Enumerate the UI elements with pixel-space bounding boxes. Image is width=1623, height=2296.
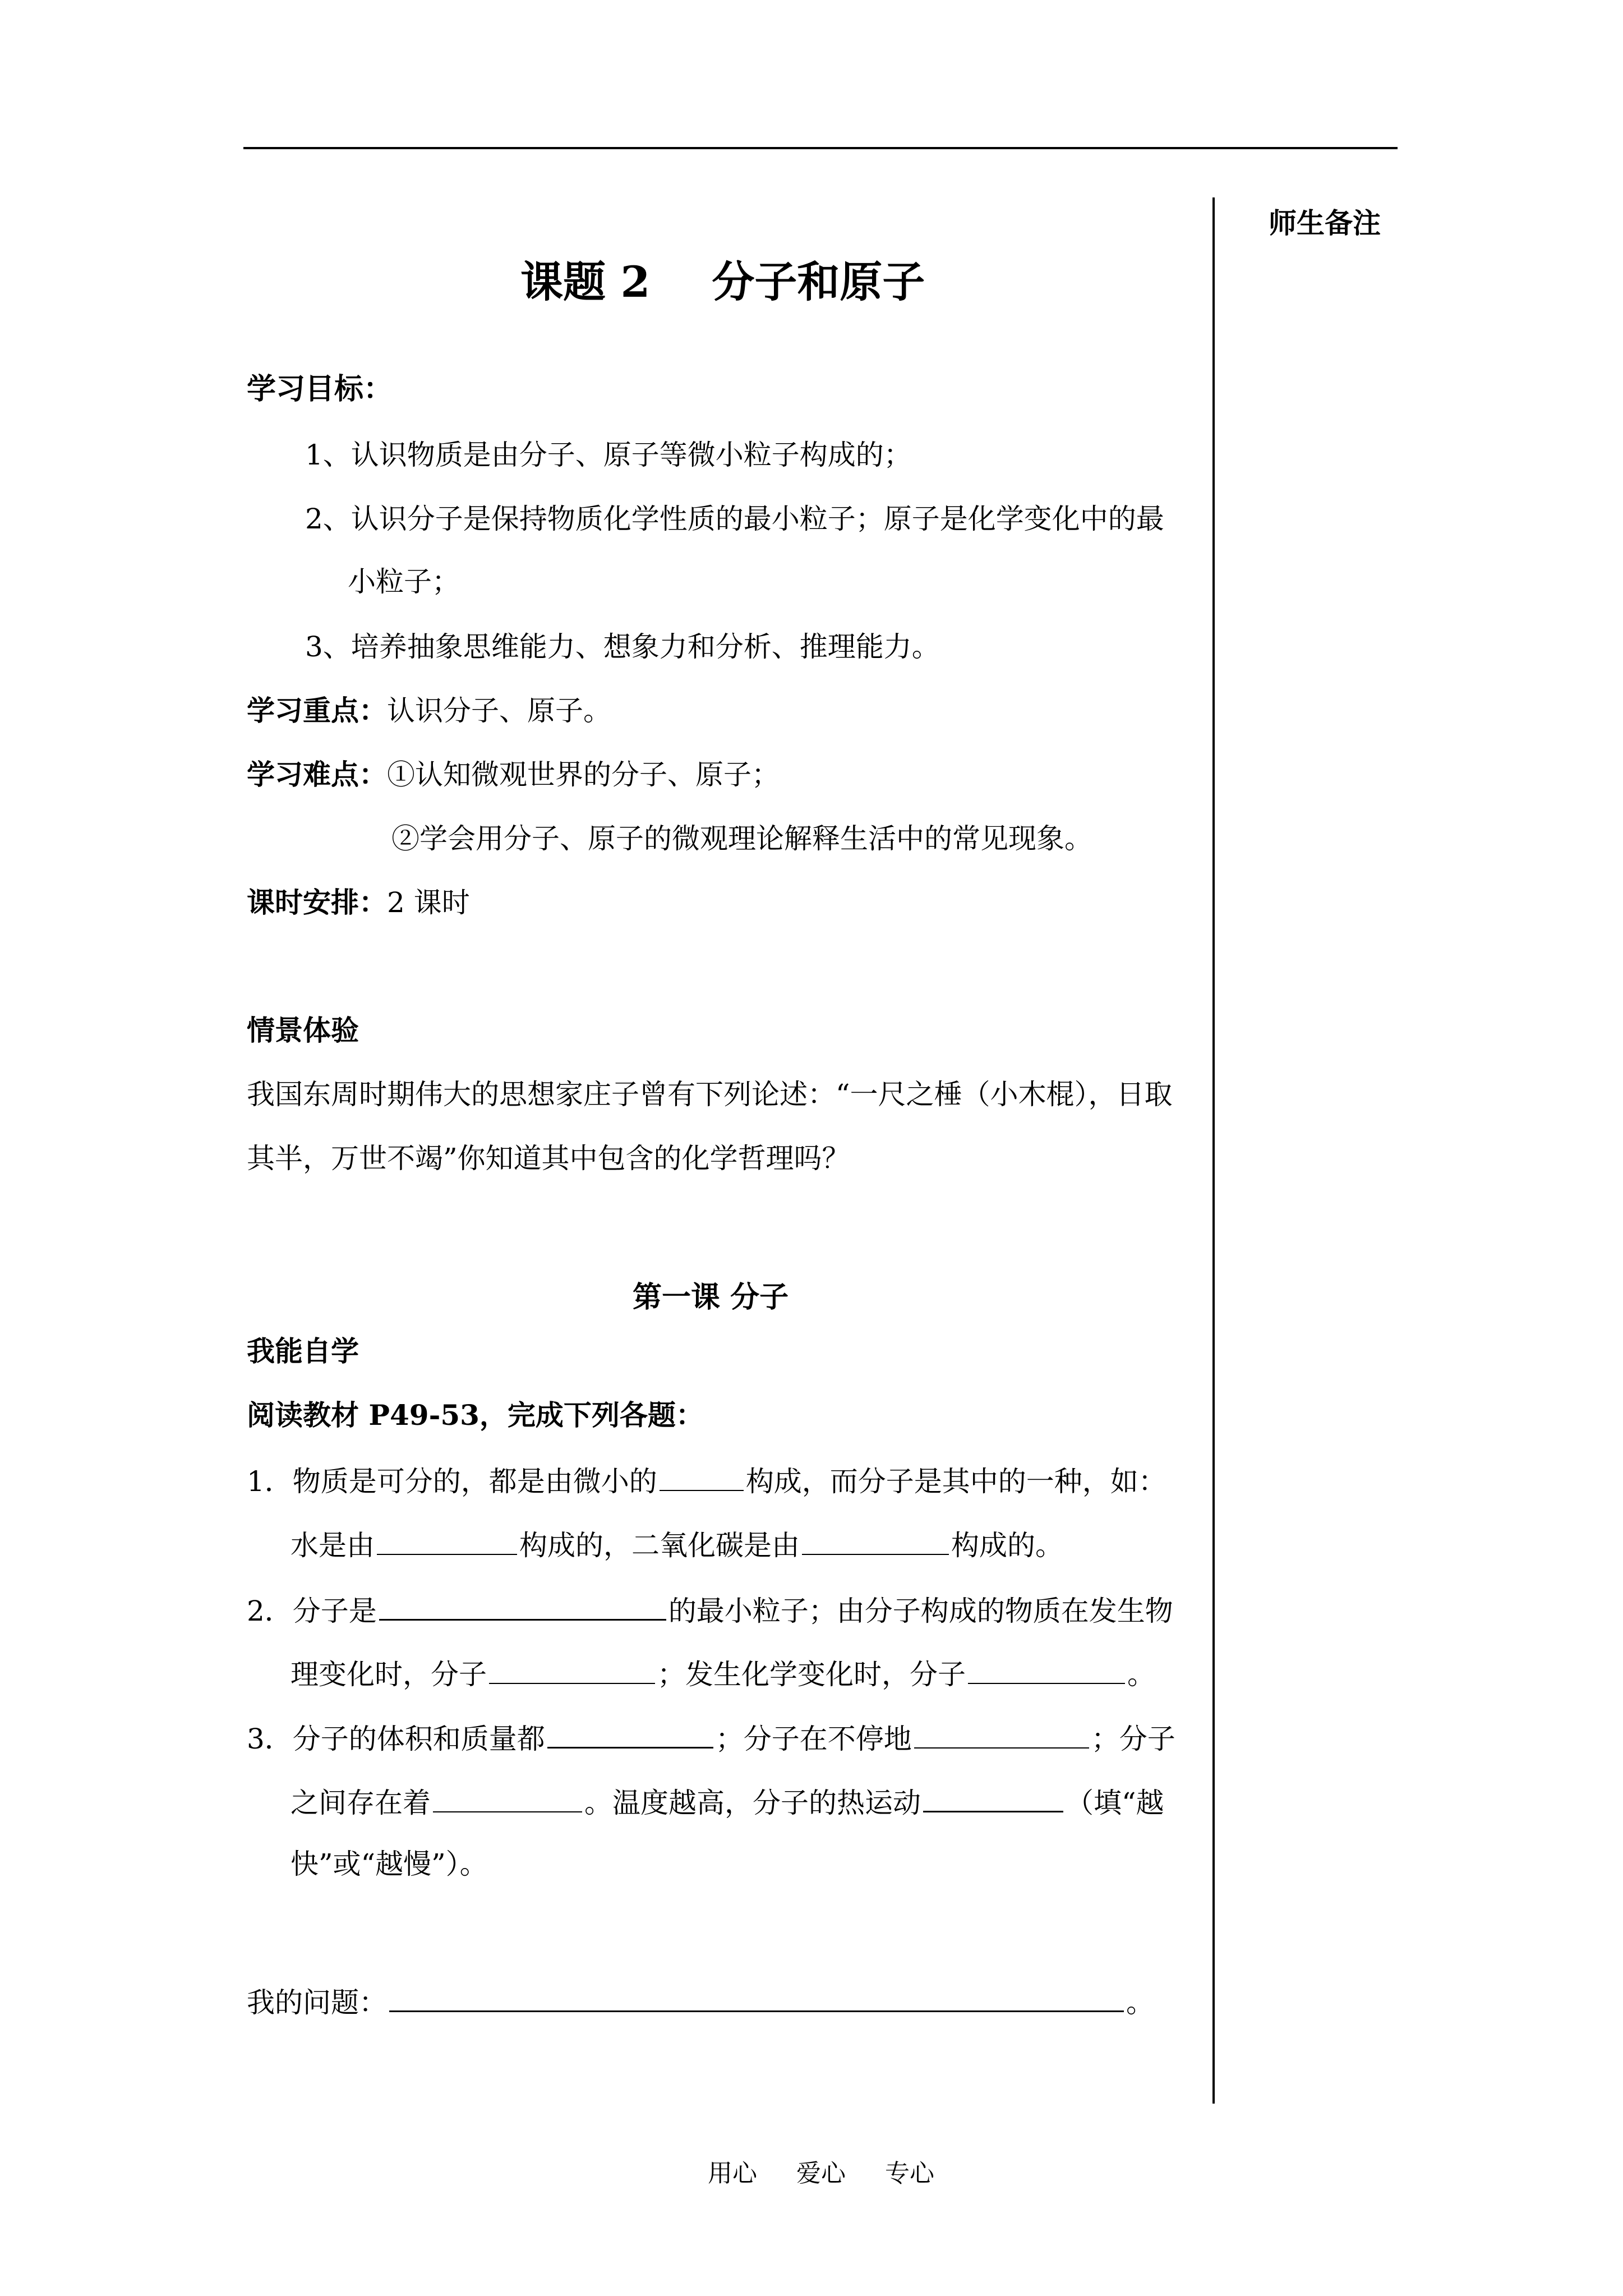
schedule-text: 2 课时 — [387, 886, 470, 919]
title-text: 分子和原子 — [712, 257, 925, 307]
question-2-text-e: 。 — [1127, 1658, 1155, 1691]
question-3-text-c: ；分子 — [1091, 1723, 1175, 1755]
answer-blank-10[interactable] — [923, 1786, 1063, 1812]
my-question — [247, 1986, 1154, 2017]
scenario-line-2: 其半，万世不竭”你知道其中包含的化学哲理吗？ — [247, 1142, 850, 1175]
margin-divider — [1212, 197, 1215, 2104]
goal-item-3: 3、培养抽象思维能力、想象力和分析、推理能力。 — [305, 631, 940, 663]
question-3-line-2 — [291, 1786, 1164, 1817]
schedule — [247, 886, 470, 919]
page-title — [520, 248, 925, 309]
question-3-line-1 — [247, 1722, 1175, 1753]
answer-blank-5[interactable] — [489, 1658, 655, 1684]
scenario-line-1: 我国东周时期伟大的思想家庄子曾有下列论述：“一尺之棰（小木棍），日取 — [247, 1078, 1173, 1111]
answer-blank-6[interactable] — [968, 1658, 1125, 1684]
page-footer — [708, 2153, 974, 2189]
footer-item: 用心 — [708, 2159, 757, 2188]
answer-blank-1[interactable] — [660, 1465, 744, 1491]
key-point-text: 认识分子、原子。 — [387, 694, 611, 727]
notes-column-title: 师生备注 — [1269, 206, 1381, 240]
answer-blank-4[interactable] — [379, 1594, 666, 1621]
footer-item: 爱心 — [796, 2159, 846, 2188]
question-2-text-d: ；发生化学变化时，分子 — [657, 1658, 966, 1691]
key-point — [247, 694, 611, 727]
question-2-line-2 — [291, 1658, 1155, 1691]
difficulty — [247, 758, 780, 791]
my-question-blank[interactable] — [389, 1986, 1124, 2012]
title-number: 课题 2 — [520, 257, 651, 307]
question-1-line-1 — [247, 1465, 1166, 1496]
goal-item-2-cont: 小粒子； — [348, 565, 460, 598]
difficulty-label: 学习难点： — [247, 758, 387, 791]
key-point-label: 学习重点： — [247, 694, 387, 727]
question-1-text-e: 构成的。 — [951, 1529, 1063, 1562]
goal-item-2: 2、认识分子是保持物质化学性质的最小粒子；原子是化学变化中的最 — [305, 503, 1164, 535]
goal-item-1: 1、认识物质是由分子、原子等微小粒子构成的； — [305, 439, 912, 471]
question-2-text-b: 的最小粒子；由分子构成的物质在发生物 — [668, 1595, 1173, 1627]
my-question-end: 。 — [1126, 1986, 1154, 2019]
answer-blank-9[interactable] — [433, 1787, 582, 1812]
lesson-heading: 第一课 分子 — [633, 1280, 789, 1314]
goals-heading: 学习目标： — [247, 372, 393, 406]
answer-blank-8[interactable] — [914, 1723, 1089, 1749]
question-1-line-2 — [291, 1529, 1063, 1562]
question-3-text-a: 3．分子的体积和质量都 — [247, 1723, 545, 1755]
question-3-text-b: ；分子在不停地 — [715, 1723, 912, 1755]
footer-item: 专心 — [885, 2159, 934, 2188]
question-1-text-c: 水是由 — [291, 1529, 375, 1562]
question-3-text-f: （填“越 — [1066, 1787, 1164, 1819]
schedule-label: 课时安排： — [247, 886, 387, 919]
self-study-heading: 我能自学 — [247, 1335, 359, 1368]
header-rule — [243, 147, 1398, 149]
my-question-label: 我的问题： — [247, 1986, 387, 2019]
question-3-line-3: 快”或“越慢”）。 — [291, 1848, 488, 1880]
question-3-text-e: 。温度越高，分子的热运动 — [584, 1787, 921, 1819]
question-2-line-1 — [247, 1594, 1173, 1625]
question-1-text-a: 1．物质是可分的，都是由微小的 — [247, 1465, 657, 1498]
scenario-heading: 情景体验 — [247, 1014, 359, 1047]
question-1-text-d: 构成的，二氧化碳是由 — [519, 1529, 800, 1562]
answer-blank-7[interactable] — [547, 1722, 713, 1749]
question-2-text-c: 理变化时，分子 — [291, 1658, 487, 1691]
answer-blank-3[interactable] — [802, 1529, 949, 1555]
question-2-text-a: 2．分子是 — [247, 1595, 377, 1627]
question-3-text-d: 之间存在着 — [291, 1787, 431, 1819]
question-1-text-b: 构成，而分子是其中的一种，如： — [745, 1465, 1166, 1498]
difficulty-item-1: ①认知微观世界的分子、原子； — [387, 758, 780, 791]
answer-blank-2[interactable] — [377, 1529, 517, 1555]
difficulty-item-2: ②学会用分子、原子的微观理论解释生活中的常见现象。 — [391, 822, 1092, 855]
reading-instruction: 阅读教材 P49-53，完成下列各题： — [247, 1398, 704, 1432]
